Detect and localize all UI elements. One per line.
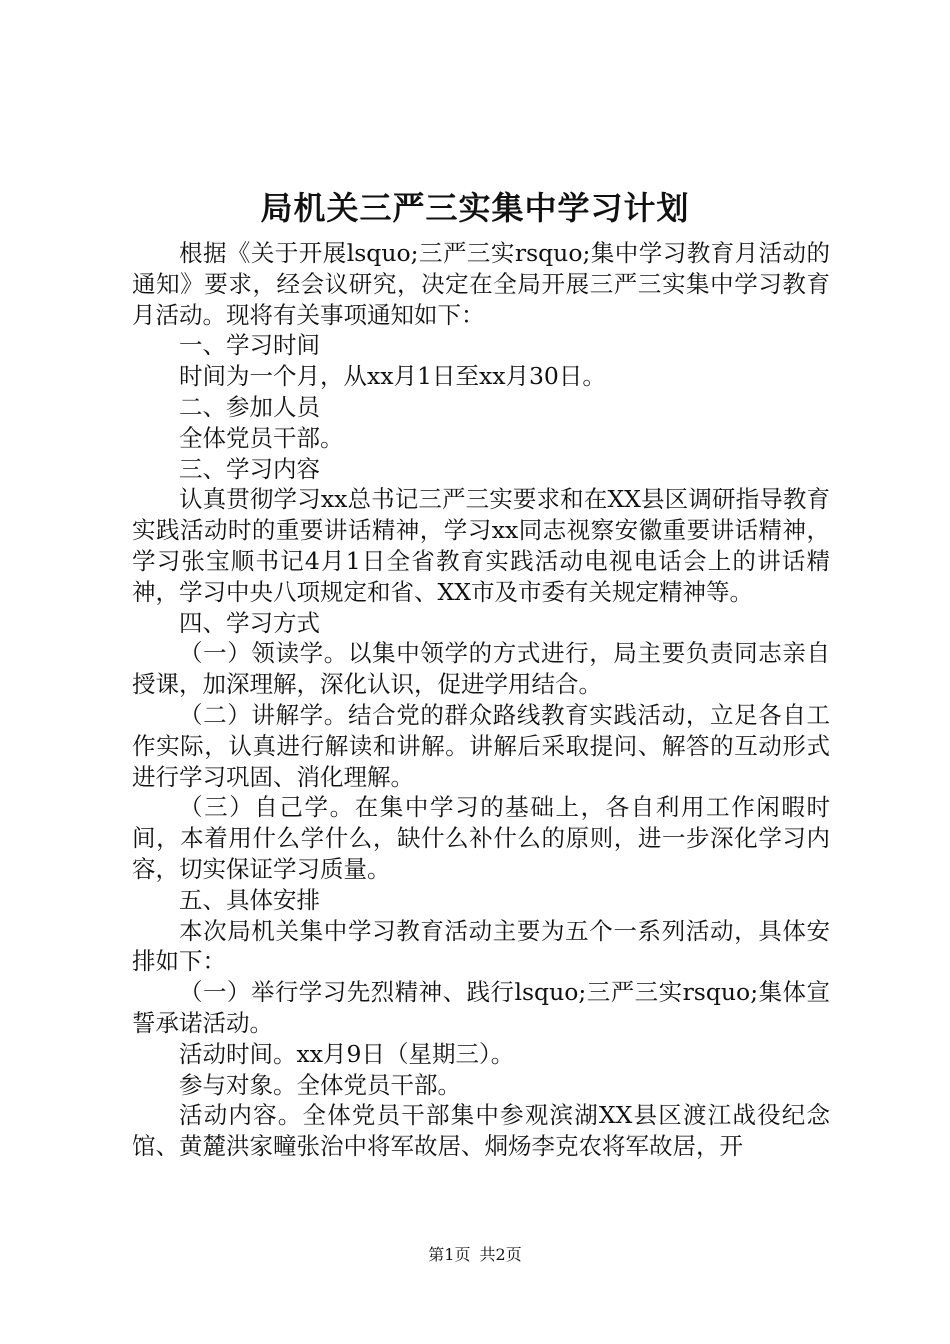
document-title: 局机关三严三实集中学习计划 bbox=[260, 189, 690, 227]
section-heading-arrangement: 五、具体安排 bbox=[179, 885, 320, 914]
paragraph-content: 认真贯彻学习xx总书记三严三实要求和在XX县区调研指导教育实践活动时的重要讲话精神，学习xx同志视察安徽重要讲话精神，学习张宝顺书记4月1日全省教育实践活动电视电话会上的讲话精神，学习中央八项规定和省、XX市及市委有关规定精神等。 bbox=[132, 485, 830, 606]
paragraph-time: 时间为一个月，从xx月1日至xx月30日。 bbox=[179, 362, 606, 391]
document-body bbox=[132, 238, 830, 1162]
paragraph-method-2: （二）讲解学。结合党的群众路线教育实践活动，立足各自工作实际，认真进行解读和讲解。讲解后采取提问、解答的互动形式进行学习巩固、消化理解。 bbox=[132, 700, 830, 791]
paragraph-arrangement: 本次局机关集中学习教育活动主要为五个一系列活动，具体安排如下： bbox=[132, 916, 830, 976]
section-heading-participants: 二、参加人员 bbox=[179, 392, 320, 421]
paragraph-participants: 全体党员干部。 bbox=[179, 423, 344, 452]
paragraph-activity-1: （一）举行学习先烈精神、践行lsquo;三严三实rsquo;集体宣誓承诺活动。 bbox=[132, 978, 830, 1037]
total-pages: 共2页 bbox=[479, 1245, 522, 1264]
paragraph-method-3: （三）自己学。在集中学习的基础上，各自利用工作闲暇时间，本着用什么学什么，缺什么补什么的原则，进一步深化学习内容，切实保证学习质量。 bbox=[132, 793, 830, 883]
paragraph-activity-participants: 参与对象。全体党员干部。 bbox=[179, 1070, 461, 1099]
paragraph-intro: 根据《关于开展lsquo;三严三实rsquo;集中学习教育月活动的通知》要求，经会议研究，决定在全局开展三严三实集中学习教育月活动。现将有关事项通知如下： bbox=[132, 239, 830, 329]
paragraph-activity-content: 活动内容。全体党员干部集中参观滨湖XX县区渡江战役纪念馆、黄麓洪家疃张治中将军故居、烔炀李克农将军故居，开 bbox=[132, 1101, 830, 1161]
page-footer bbox=[0, 1244, 950, 1266]
page-number: 第1页 bbox=[428, 1245, 471, 1264]
section-heading-content: 三、学习内容 bbox=[179, 454, 320, 483]
paragraph-method-1: （一）领读学。以集中领学的方式进行，局主要负责同志亲自授课，加深理解，深化认识，促进学用结合。 bbox=[132, 639, 830, 699]
section-heading-time: 一、学习时间 bbox=[179, 331, 320, 360]
section-heading-method: 四、学习方式 bbox=[179, 608, 320, 637]
paragraph-activity-time: 活动时间。xx月9日（星期三）。 bbox=[179, 1039, 515, 1068]
